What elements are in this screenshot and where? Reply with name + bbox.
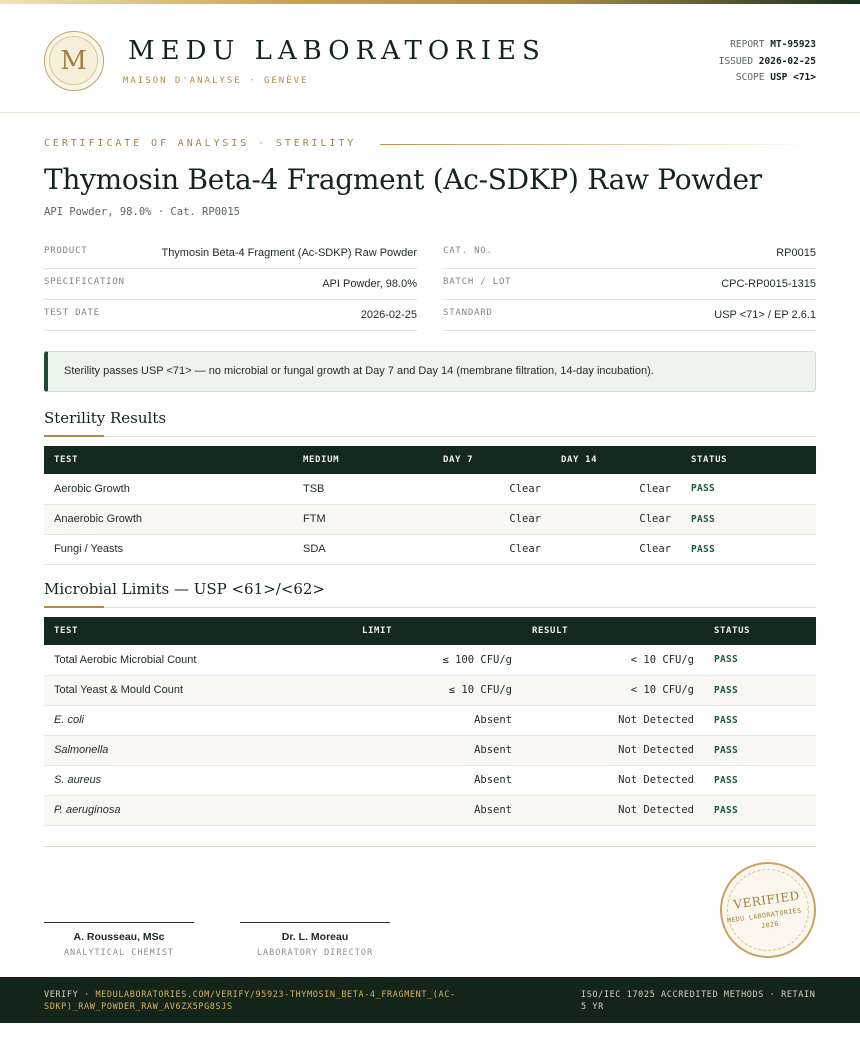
info-label: PRODUCT: [44, 246, 88, 256]
verify-line: [44, 990, 514, 1013]
cell-test: Total Yeast & Mould Count: [44, 675, 352, 705]
cell-test: S. aureus: [44, 765, 352, 795]
cell-day14: Clear: [551, 474, 681, 504]
status-badge: PASS: [704, 765, 816, 795]
status-badge: PASS: [681, 534, 816, 564]
doc-kicker: CERTIFICATE OF ANALYSIS · STERILITY: [44, 138, 357, 149]
cell-test: Salmonella: [44, 735, 352, 765]
section-accent: [44, 606, 104, 608]
seal-text: MEDU LABORATORIES · 2026: [726, 905, 811, 931]
signature-block-chemist: [44, 922, 194, 958]
info-label: SPECIFICATION: [44, 277, 125, 287]
cell-result: < 10 CFU/g: [522, 675, 704, 705]
info-value: USP <71> / EP 2.6.1: [714, 309, 816, 321]
cell-day7: Clear: [433, 504, 551, 534]
meta-scope: SCOPE USP <71>: [735, 72, 816, 83]
status-badge: PASS: [681, 474, 816, 504]
verify-link[interactable]: MEDULABORATORIES.COM/VERIFY/95923-THYMOSIN_BETA-4_FRAGMENT_(AC-SDKP)_RAW_POWDER_RAW_AV6ZX5PG8SJS: [44, 990, 456, 1012]
info-label: BATCH / LOT: [443, 277, 512, 287]
cell-test: Total Aerobic Microbial Count: [44, 645, 352, 675]
table-row: [44, 765, 816, 795]
cell-test: Aerobic Growth: [44, 474, 293, 504]
status-badge: PASS: [704, 795, 816, 825]
column-header: RESULT: [522, 617, 704, 645]
doc-kicker-row: [44, 138, 816, 152]
section-title-microbial: Microbial Limits — USP <61>/<62>: [44, 580, 325, 598]
cell-limit: Absent: [352, 765, 522, 795]
cell-limit: Absent: [352, 795, 522, 825]
cell-limit: Absent: [352, 705, 522, 735]
verified-seal: [714, 856, 822, 964]
cell-test: P. aeruginosa: [44, 795, 352, 825]
table-row: [44, 705, 816, 735]
cell-result: Not Detected: [522, 765, 704, 795]
info-label: TEST DATE: [44, 308, 100, 318]
info-value: 2026-02-25: [360, 309, 417, 321]
cell-test: Anaerobic Growth: [44, 504, 293, 534]
info-value: RP0015: [776, 247, 816, 259]
table-header-row: [44, 617, 816, 645]
signature-divider: [44, 846, 816, 847]
lab-logo: [44, 31, 104, 91]
sterility-table: [44, 446, 816, 565]
column-header: DAY 14: [551, 446, 681, 474]
cell-result: Not Detected: [522, 795, 704, 825]
info-grid-right: [443, 238, 816, 331]
info-value: Thymosin Beta-4 Fragment (Ac-SDKP) Raw Powder: [161, 247, 417, 259]
report-meta: [719, 37, 816, 87]
status-badge: PASS: [704, 675, 816, 705]
result-banner: [44, 351, 816, 392]
cell-test: Fungi / Yeasts: [44, 534, 293, 564]
info-row-cat-no: [443, 238, 816, 269]
info-value: API Powder, 98.0%: [322, 278, 417, 290]
table-row: [44, 795, 816, 825]
cell-medium: FTM: [293, 504, 433, 534]
table-row: [44, 474, 816, 504]
info-row-test-date: [44, 300, 417, 331]
kicker-divider: [380, 144, 816, 145]
table-row: [44, 534, 816, 564]
column-header: TEST: [44, 617, 352, 645]
page-footer: [0, 977, 860, 1023]
cell-limit: ≤ 100 CFU/g: [352, 645, 522, 675]
accreditation-note: ISO/IEC 17025 ACCREDITED METHODS · RETAIN 5 YR: [581, 990, 816, 1012]
info-row-specification: [44, 269, 417, 300]
cell-day7: Clear: [433, 534, 551, 564]
logo-monogram: M: [49, 36, 98, 85]
signatory-name: Dr. L. Moreau: [281, 931, 349, 943]
meta-issued: ISSUED 2026-02-25: [718, 55, 816, 67]
cell-limit: Absent: [352, 735, 522, 765]
status-badge: PASS: [704, 735, 816, 765]
meta-report: REPORT MT-95923: [730, 39, 816, 50]
page-subtitle: API Powder, 98.0% · Cat. RP0015: [44, 206, 240, 218]
signatory-role: ANALYTICAL CHEMIST: [63, 948, 175, 958]
cell-limit: ≤ 10 CFU/g: [352, 675, 522, 705]
seal-title: VERIFIED: [732, 888, 801, 912]
signatory-role: LABORATORY DIRECTOR: [256, 948, 374, 958]
section-rule: [44, 607, 816, 608]
column-header: DAY 7: [433, 446, 551, 474]
column-header: STATUS: [704, 617, 816, 645]
banner-text: Sterility passes USP <71> — no microbial or fungal growth at Day 7 and Day 14 (membrane filtration, 14-day incubation).: [64, 365, 654, 377]
table-header-row: [44, 446, 816, 474]
microbial-limits-table: [44, 617, 816, 826]
column-header: STATUS: [681, 446, 816, 474]
cell-medium: TSB: [293, 474, 433, 504]
brand-name: MEDU LABORATORIES: [128, 36, 546, 66]
table-row: [44, 645, 816, 675]
info-row-batch: [443, 269, 816, 300]
status-badge: PASS: [704, 705, 816, 735]
column-header: LIMIT: [352, 617, 522, 645]
cell-result: Not Detected: [522, 705, 704, 735]
page-header: [0, 4, 860, 113]
info-label: STANDARD: [443, 308, 493, 318]
info-value: CPC-RP0015-1315: [721, 278, 816, 290]
cell-day7: Clear: [433, 474, 551, 504]
cell-day14: Clear: [551, 504, 681, 534]
table-row: [44, 504, 816, 534]
cell-result: Not Detected: [522, 735, 704, 765]
signature-block-director: [240, 922, 390, 958]
section-accent: [44, 435, 104, 437]
cell-medium: SDA: [293, 534, 433, 564]
section-title-sterility: Sterility Results: [44, 409, 167, 427]
table-row: [44, 735, 816, 765]
cell-day14: Clear: [551, 534, 681, 564]
info-row-product: [44, 238, 417, 269]
section-rule: [44, 436, 816, 437]
info-label: CAT. NO.: [443, 246, 493, 256]
page-title: Thymosin Beta-4 Fragment (Ac-SDKP) Raw Powder: [44, 163, 762, 196]
status-badge: PASS: [681, 504, 816, 534]
info-grid-left: [44, 238, 417, 331]
column-header: MEDIUM: [293, 446, 433, 474]
table-row: [44, 675, 816, 705]
status-badge: PASS: [704, 645, 816, 675]
column-header: TEST: [44, 446, 293, 474]
info-row-standard: [443, 300, 816, 331]
cell-test: E. coli: [44, 705, 352, 735]
verify-prefix: VERIFY ·: [44, 990, 96, 1000]
brand-tagline: MAISON D'ANALYSE · GENÈVE: [123, 76, 309, 86]
signatory-name: A. Rousseau, MSc: [73, 931, 165, 943]
cell-result: < 10 CFU/g: [522, 645, 704, 675]
